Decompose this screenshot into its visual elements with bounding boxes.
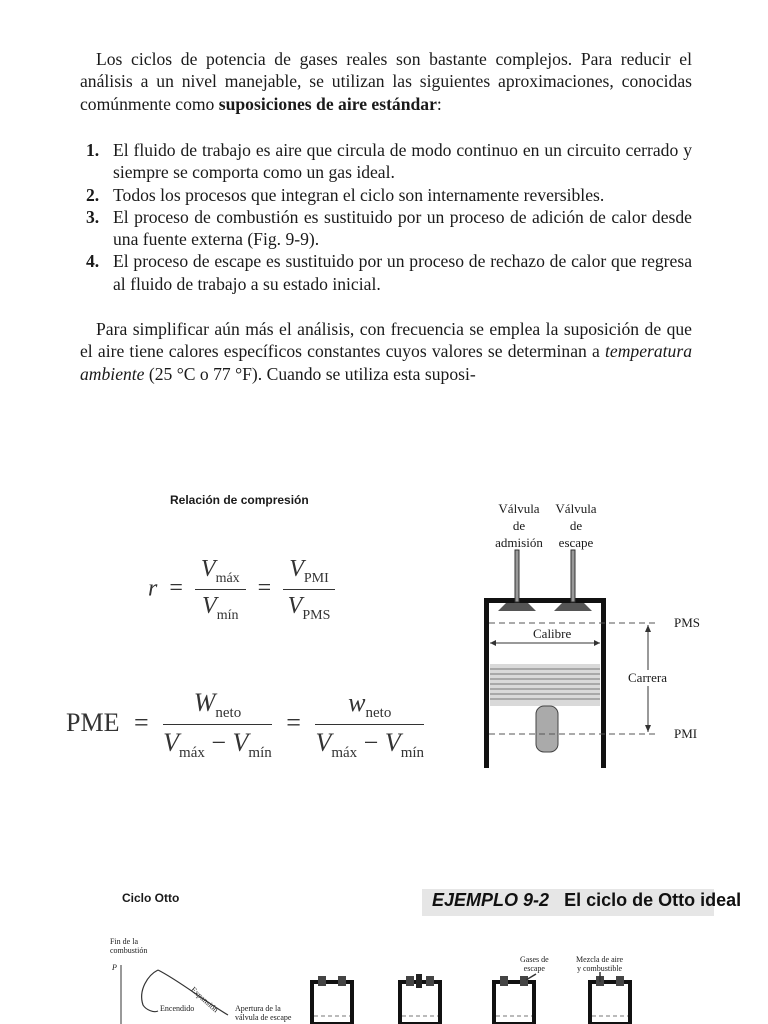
pme-formula: PME = $\frac{W_{neto}}{V_{máx} - V_{mín}}$ = $\frac{w_{neto}}{V_{máx} - V_{mín}}$ xyxy=(66,688,425,762)
stroke-cylinder-3 xyxy=(494,974,536,1024)
simplification-paragraph: Para simplificar aún más el análisis, con frecuencia se emplea la suposición de que el aire tiene calores específicos constantes cuyos valores se determinan a temperatura ambiente (25 °C o 77 °F). Cuando se utiliza esta suposi- xyxy=(80,319,692,384)
intake-valve-head xyxy=(498,603,536,611)
calibre-label: Calibre xyxy=(533,626,572,641)
otto-cycle-title: Ciclo Otto xyxy=(122,891,180,905)
intake-valve-stem xyxy=(515,550,519,602)
exhaust-valve-opening-label: Apertura de la válvula de escape xyxy=(235,1004,292,1022)
stroke-cylinder-4 xyxy=(590,972,630,1024)
otto-strokes-illustration xyxy=(300,972,660,1024)
expansion-curve xyxy=(158,970,228,1015)
connecting-rod xyxy=(536,706,558,752)
compression-curve xyxy=(142,970,158,1012)
compression-ratio-title: Relación de compresión xyxy=(170,493,309,507)
stroke-cylinder-2 xyxy=(400,974,440,1024)
list-item: 4. El proceso de escape es sustituido por un proceso de rechazo de calor que regresa al fluido de trabajo a su estado inicial. xyxy=(86,251,692,294)
intake-valve-label: Válvula de admisión xyxy=(495,501,543,550)
pms-label: PMS xyxy=(674,615,701,630)
example-header: EJEMPLO 9-2 El ciclo de Otto ideal xyxy=(432,890,742,910)
cylinder-head xyxy=(484,598,606,603)
air-fuel-mixture-label: Mezcla de aire y combustible xyxy=(576,955,624,973)
assumptions-list xyxy=(80,139,692,295)
exhaust-valve-label: Válvula de escape xyxy=(555,501,597,550)
piston xyxy=(490,664,600,706)
combustion-end-label: Fin de la combustión xyxy=(110,937,148,955)
exhaust-valve-stem xyxy=(571,550,575,602)
exhaust-valve-head xyxy=(554,603,592,611)
list-item: 2. Todos los procesos que integran el ciclo son internamente reversibles. xyxy=(86,184,605,205)
list-item: 1. El fluido de trabajo es aire que circula de modo continuo en un circuito cerrado y siempre se comporta como un gas ideal. xyxy=(86,140,692,183)
pmi-label: PMI xyxy=(674,726,698,741)
ignition-label: Encendido xyxy=(160,1004,195,1013)
pressure-axis-label: P xyxy=(112,963,117,972)
intro-paragraph: Los ciclos de potencia de gases reales son bastante complejos. Para reducir el análisis a un nivel manejable, se utilizan las siguientes aproximaciones, conocidas comúnmente como suposiciones de aire estándar: xyxy=(80,49,692,114)
stroke-cylinder-1 xyxy=(312,976,352,1024)
cylinder-left-wall xyxy=(484,598,489,768)
expansion-label: Expansión xyxy=(188,985,221,1015)
pv-diagram xyxy=(118,955,238,1024)
carrera-label: Carrera xyxy=(628,670,667,685)
list-item: 3. El proceso de combustión es sustituido por un proceso de adición de calor desde una fuente externa (Fig. 9-9). xyxy=(86,206,692,250)
compression-ratio-formula: r = $\frac{V_{máx}}{V_{mín}}$ = $\frac{V_{PMI}}{V_{PMS}}$ xyxy=(148,556,335,624)
exhaust-gases-label: Gases de escape xyxy=(520,955,549,973)
